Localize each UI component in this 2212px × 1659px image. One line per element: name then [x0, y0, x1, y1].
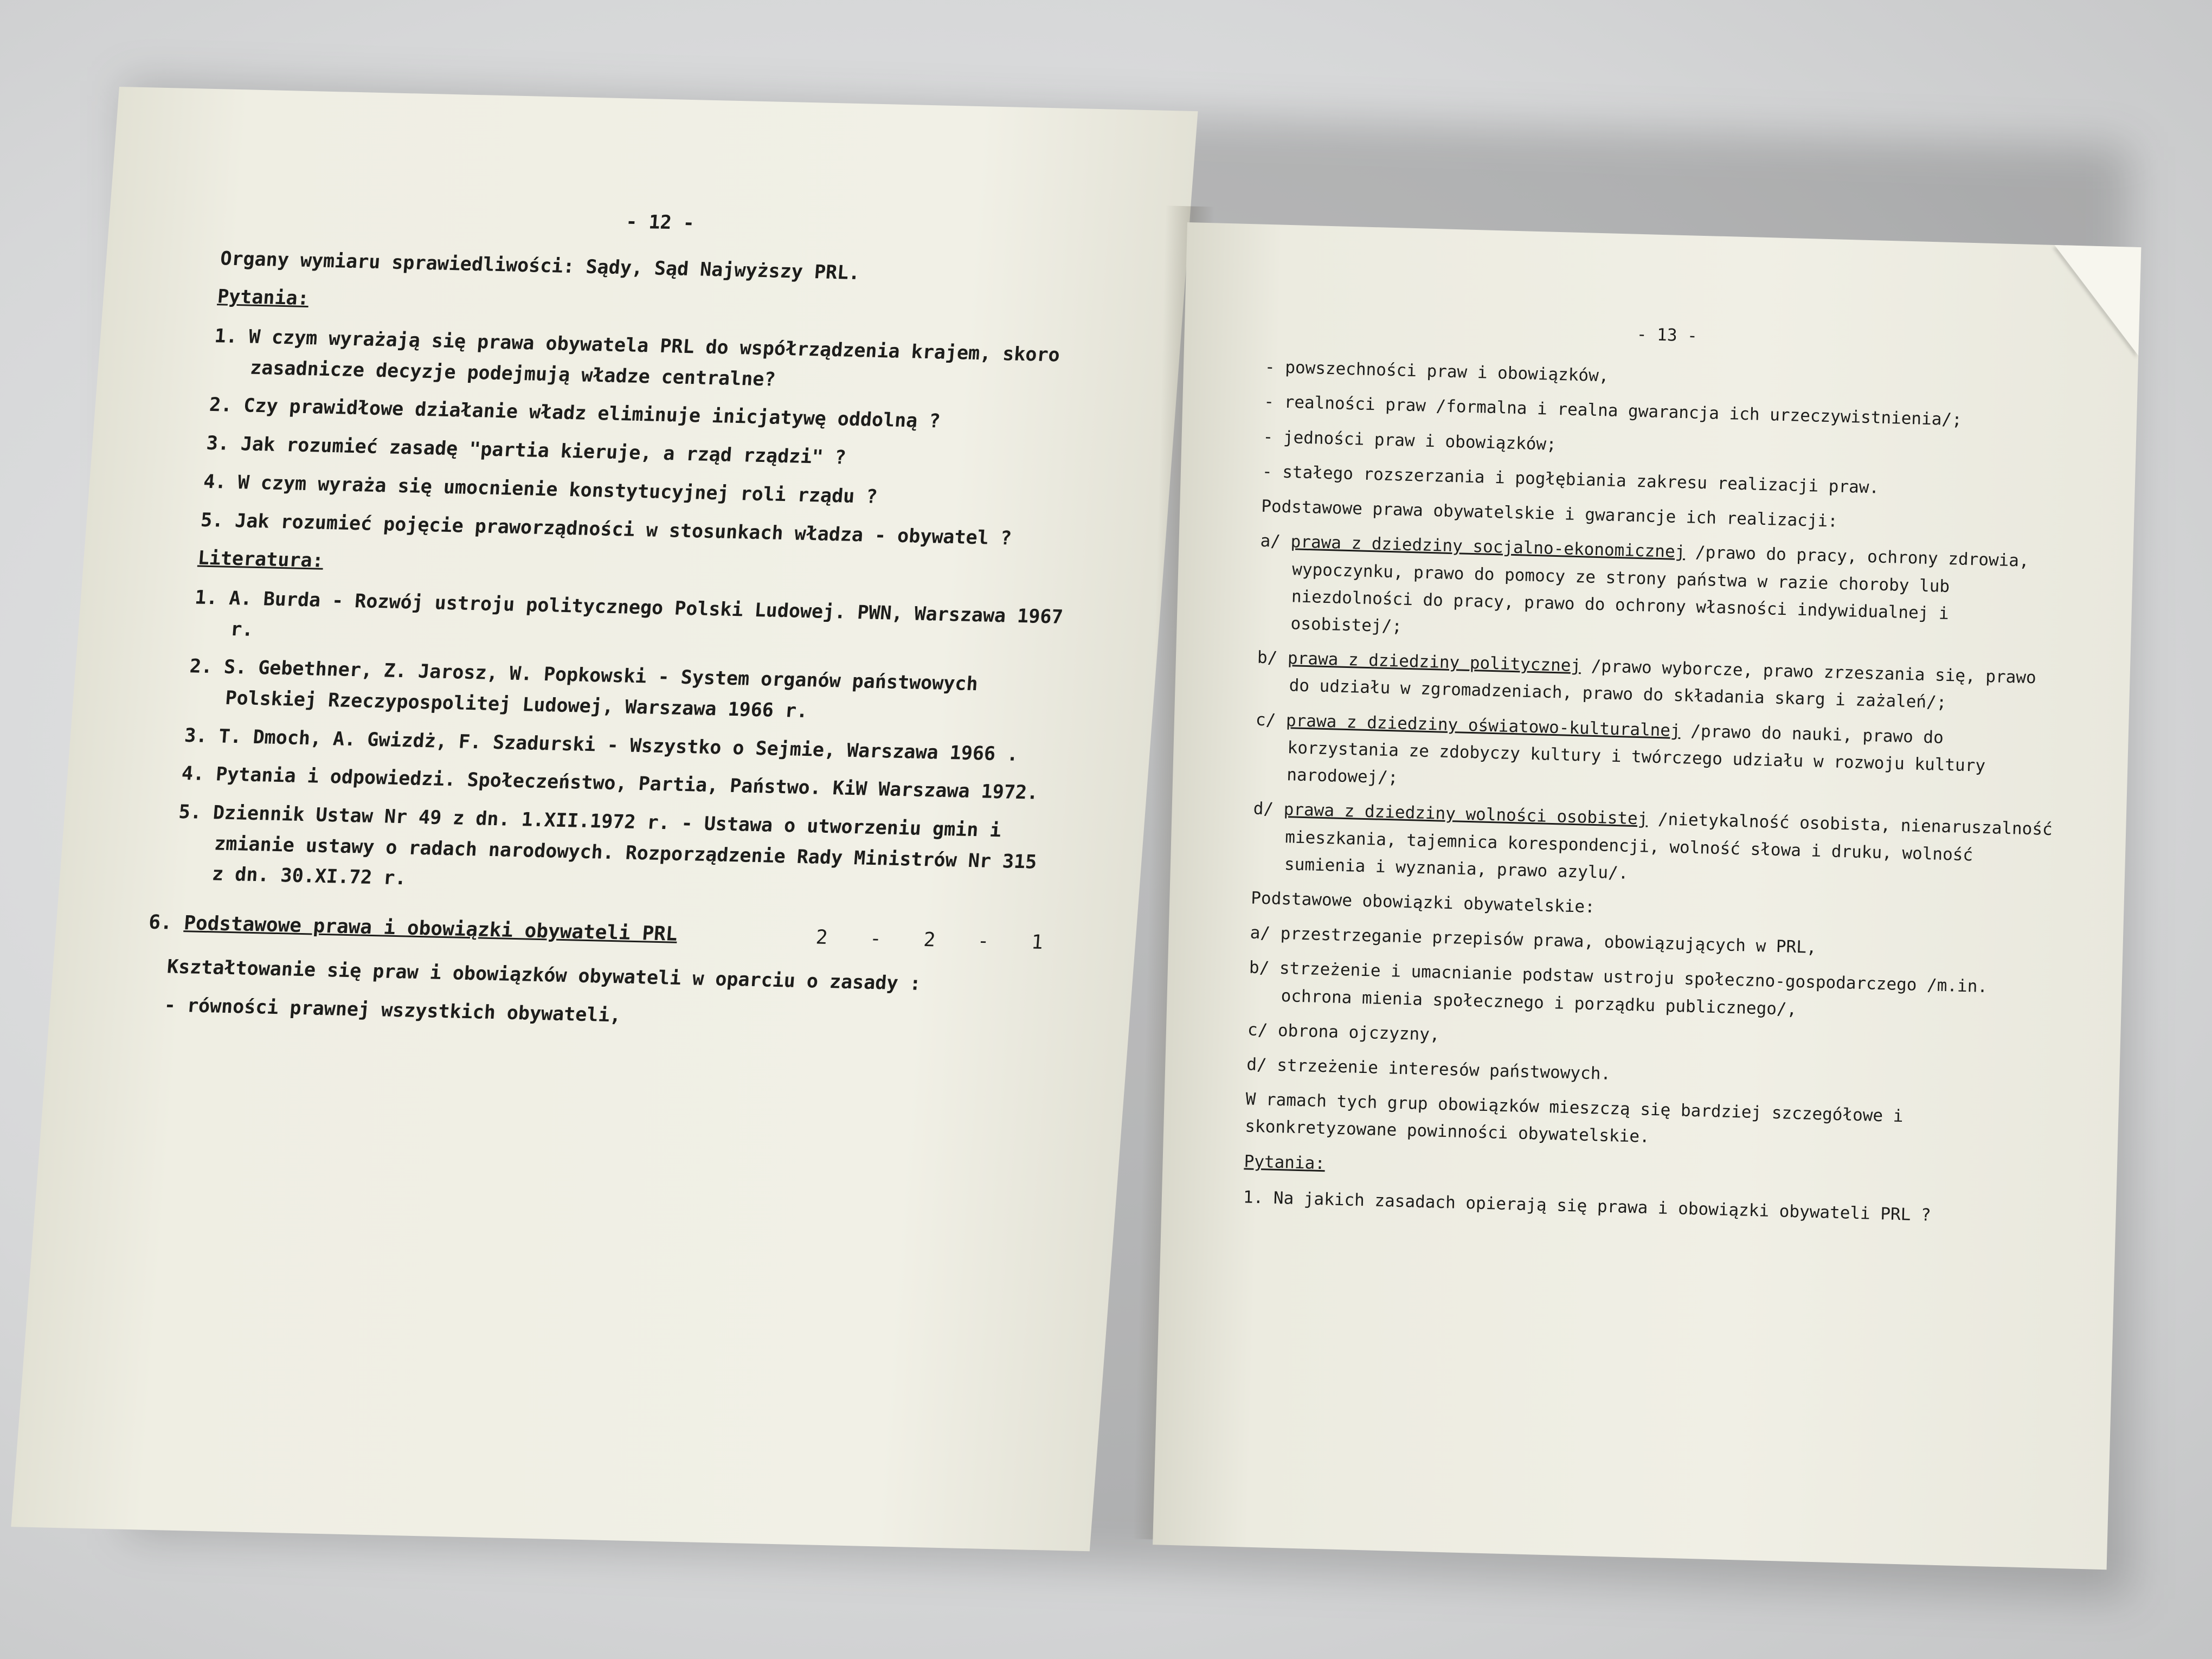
section-hours: [785, 921, 1044, 959]
literature-item-5: 5. Dziennik Ustaw Nr 49 z dn. 1.XII.1972 r. - Ustawa o utworzeniu gmin i zmianie ustawy o radach narodowych. Rozporządzenie Rady Ministrów Nr 315 z dn. 30.XI.72 r.: [178, 801, 1038, 890]
right-item-b-text: /prawo wyborcze, prawo zrzeszania się, prawo do udziału w zgromadzeniach, prawo do składania skarg i zażaleń/;: [1289, 656, 2037, 713]
right-item-d-text: /nietykalność osobista, nienaruszalność mieszkania, tajemnica korespondencji, wolność słowa i druku, wolność sumienia i wyznania, prawo azylu/.: [1284, 809, 2053, 883]
left-question-5: 5. Jak rozumieć pojęcie praworządności w stosunkach władza - obywatel ?: [200, 509, 1013, 550]
principle-equality: - równości prawnej wszystkich obywateli,: [163, 994, 622, 1027]
right-item-c: [1254, 706, 2058, 808]
right-item-c-title: prawa z dziedziny oświatowo-kulturalnej: [1285, 710, 1681, 741]
duties-note: W ramach tych grup obowiązków mieszczą się bardziej szczegółowe i skonkretyzowane powinności obywatelskie.: [1244, 1089, 1904, 1147]
left-question-4: 4. W czym wyraża się umocnienie konstytucyjnej roli rządu ?: [203, 471, 878, 508]
left-page: [11, 87, 1198, 1551]
literature-item-3: 3. T. Dmoch, A. Gwizdż, F. Szadurski - Wszystko o Sejmie, Warszawa 1966 .: [183, 724, 1019, 766]
left-question-1: 1. W czym wyrażają się prawa obywatela PRL do współrządzenia krajem, skoro zasadnicze decyzje podejmują władze centralne?: [214, 325, 1061, 391]
literature-item-1: 1. A. Burda - Rozwój ustroju politycznego Polski Ludowej. PWN, Warszawa 1967 r.: [194, 587, 1064, 641]
section-title: Podstawowe prawa i obowiązki obywateli PRL: [183, 912, 679, 946]
principle-expansion: - stałego rozszerzania i pogłębiania zakresu realizacji praw.: [1262, 461, 1880, 498]
section-hours-4: -: [976, 930, 991, 953]
right-item-a: [1258, 528, 2063, 658]
principle-reality: - realności praw /formalna i realna gwarancja ich urzeczywistnienia/;: [1263, 392, 1963, 430]
right-questions-heading: Pytania:: [1244, 1152, 1326, 1173]
section-hours-3: 2: [923, 929, 936, 951]
page-number-right: - 13 -: [1636, 324, 1698, 346]
principle-universality: - powszechności praw i obowiązków,: [1264, 357, 1609, 386]
section-hours-1: 2: [815, 926, 829, 949]
right-page: [1153, 222, 2141, 1570]
right-item-b: [1256, 644, 2060, 719]
right-question-1: 1. Na jakich zasadach opierają się prawa i obowiązki obywateli PRL ?: [1243, 1187, 1932, 1225]
duty-item-c: c/ obrona ojczyzny,: [1247, 1020, 1441, 1045]
principle-unity: - jedności praw i obowiązków;: [1263, 427, 1557, 454]
left-question-3: 3. Jak rozumieć zasadę "partia kieruje, a rząd rządzi" ?: [205, 432, 847, 469]
left-title: Organy wymiaru sprawiedliwości: Sądy, Sąd Najwyższy PRL.: [219, 248, 861, 284]
duties-heading: Podstawowe obowiązki obywatelskie:: [1250, 888, 1596, 917]
page-number-left: - 12 -: [625, 211, 696, 235]
section-hours-5: 1: [1030, 931, 1044, 954]
right-item-a-title: prawa z dziedziny socjalno-ekonomicznej: [1290, 532, 1686, 562]
rights-heading: Podstawowe prawa obywatelskie i gwarancje ich realizacji:: [1261, 496, 1838, 531]
section-hours-2: -: [869, 927, 883, 950]
section-intro: Kształtowanie się praw i obowiązków obywateli w oparciu o zasady :: [166, 956, 922, 995]
right-item-b-title: prawa z dziedziny politycznej: [1287, 648, 1581, 676]
right-item-b-letter: b/: [1257, 647, 1278, 668]
duty-item-b: b/ strzeżenie i umacnianie podstaw ustroju społeczno-gospodarczego /m.in. ochrona mienia społecznego i porządku publicznego/,: [1249, 957, 1988, 1019]
right-item-c-letter: c/: [1255, 710, 1276, 730]
literature-heading: Literatura:: [197, 547, 325, 572]
duty-item-d: d/ strzeżenie interesów państwowych.: [1246, 1054, 1611, 1084]
right-item-d: [1251, 795, 2055, 898]
right-item-a-letter: a/: [1260, 531, 1281, 552]
literature-item-2: 2. S. Gebethner, Z. Jarosz, W. Popkowski - System organów państwowych Polskiej Rzeczypospolitej Ludowej, Warszawa 1966 r.: [189, 655, 979, 723]
left-question-2: 2. Czy prawidłowe działanie władz eliminuje inicjatywę oddolną ?: [208, 394, 941, 433]
literature-item-4: 4. Pytania i odpowiedzi. Społeczeństwo, Partia, Państwo. KiW Warszawa 1972.: [181, 763, 1039, 805]
duty-item-a: a/ przestrzeganie przepisów prawa, obowiązujących w PRL,: [1250, 923, 1817, 957]
section-number: 6.: [147, 911, 173, 934]
section-heading-row: [147, 907, 1044, 959]
right-item-a-text: /prawo do pracy, ochrony zdrowia, wypoczynku, prawo do pomocy ze strony państwa w razie choroby lub niezdolności do pracy, prawo do ochrony własności indywidualnej i osobistej/;: [1290, 542, 2030, 636]
right-item-d-title: prawa z dziedziny wolności osobistej: [1283, 800, 1648, 829]
right-item-c-text: /prawo do nauki, prawo do korzystania ze zdobyczy kultury i twórczego udziału w rozwoju kultury narodowej/;: [1286, 721, 1986, 788]
left-questions-heading: Pytania:: [216, 286, 310, 310]
right-item-d-letter: d/: [1253, 799, 1274, 819]
folded-corner: [2052, 245, 2141, 356]
